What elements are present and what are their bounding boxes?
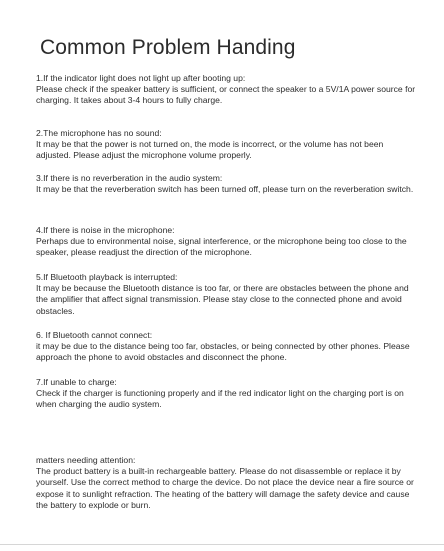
problem-item-3 (36, 173, 416, 195)
problem-heading: 1.If the indicator light does not light up after booting up: (36, 73, 246, 83)
attention-notice (36, 455, 416, 511)
problem-item-4 (36, 225, 416, 259)
problem-body: It may be that the power is not turned on, the mode is incorrect, or the volume has not been adjusted. Please adjust the microphone volume properly. (36, 139, 384, 161)
page-title: Common Problem Handing (40, 36, 296, 59)
problem-body: Please check if the speaker battery is sufficient, or connect the speaker to a 5V/1A power source for charging. It takes about 3-4 hours to fully charge. (36, 84, 416, 106)
attention-body: The product battery is a built-in rechargeable battery. Please do not disassemble or replace it by yourself. Use the correct method to charge the device. Do not place the device near a fire source or expose it to sunlight refraction. The heating of the battery will damage the safety device and cause the battery to explode or burn. (36, 466, 414, 510)
problem-heading: 7.If unable to charge: (36, 377, 117, 387)
attention-heading: matters needing attention: (36, 455, 136, 465)
problem-heading: 6. If Bluetooth cannot connect: (36, 330, 153, 340)
problem-item-6 (36, 330, 416, 364)
problem-body: it may be due to the distance being too far, obstacles, or being connected by other phones. Please approach the phone to avoid obstacles and disconnect the phone. (36, 341, 410, 363)
problem-heading: 5.If Bluetooth playback is interrupted: (36, 272, 178, 282)
problem-body: It may be because the Bluetooth distance is too far, or there are obstacles between the phone and the amplifier that affect signal transmission. Please stay close to the connected phone and avoid obstacles. (36, 283, 409, 316)
problem-body: Check if the charger is functioning properly and if the red indicator light on the charging port is on when charging the audio system. (36, 388, 404, 410)
problem-item-7 (36, 377, 416, 411)
problem-heading: 2.The microphone has no sound: (36, 128, 162, 138)
problem-heading: 4.If there is noise in the microphone: (36, 225, 175, 235)
problem-body: Perhaps due to environmental noise, signal interference, or the microphone being too close to the speaker, please readjust the direction of the microphone. (36, 236, 407, 258)
problem-item-5 (36, 272, 416, 317)
bottom-divider (0, 544, 444, 545)
problem-body: It may be that the reverberation switch has been turned off, please turn on the reverberation switch. (36, 184, 414, 195)
problem-item-1 (36, 73, 416, 107)
problem-item-2 (36, 128, 416, 162)
problem-heading: 3.If there is no reverberation in the audio system: (36, 173, 223, 183)
